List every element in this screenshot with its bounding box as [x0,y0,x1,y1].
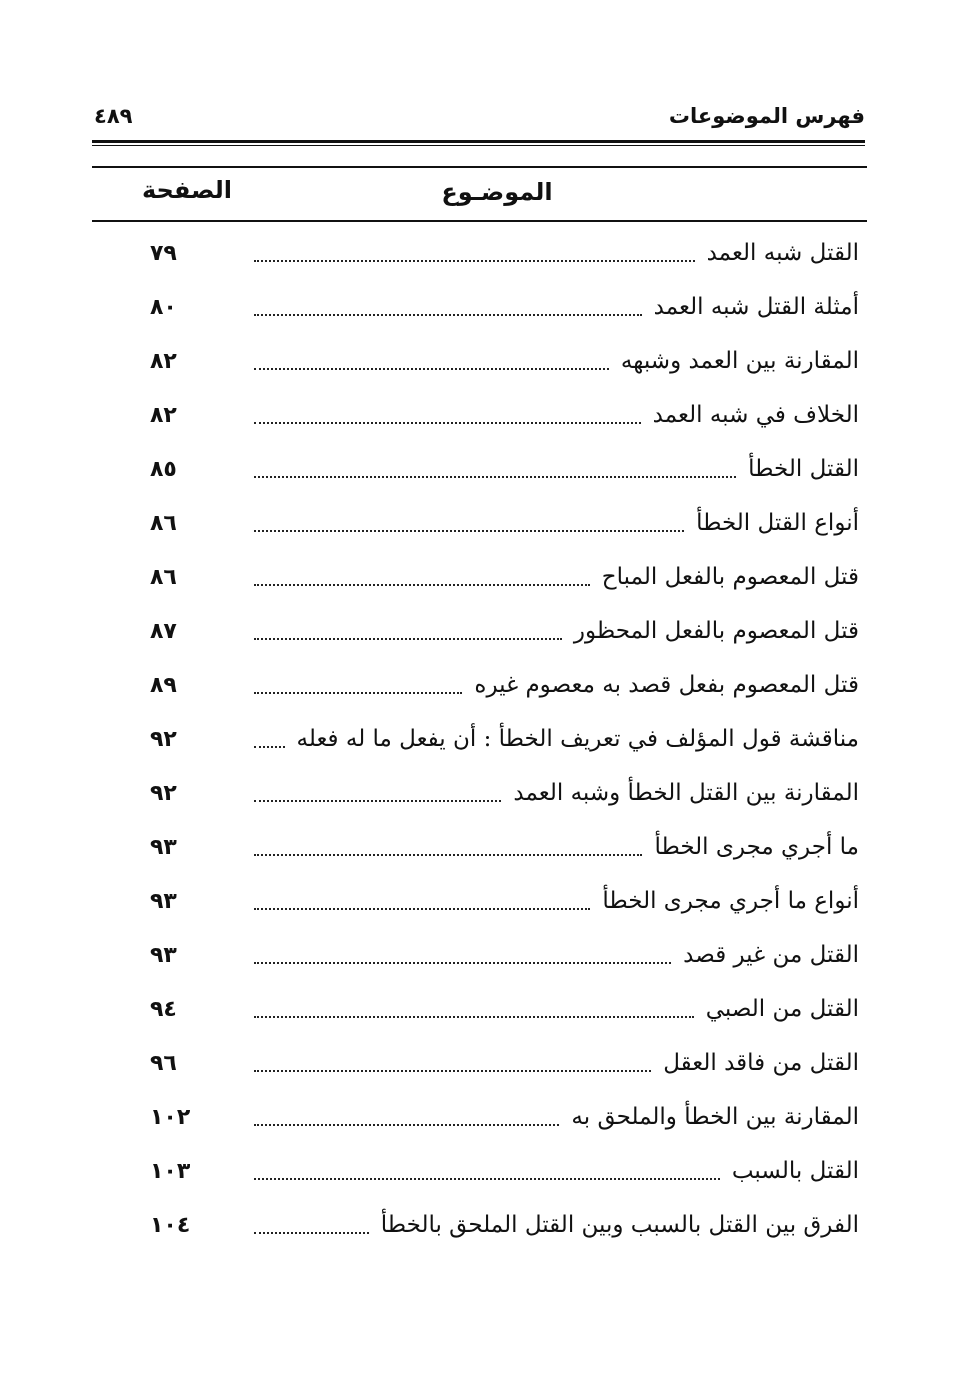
toc-entry-page: ٨٢ [150,348,177,374]
dot-leader [254,1124,559,1126]
dot-leader [254,692,462,694]
dot-leader [254,530,684,532]
toc-entry [150,442,859,496]
header-rule-thin [92,145,865,146]
column-headers [92,172,867,218]
running-header [92,100,865,136]
toc-entry-title: قتل المعصوم بالفعل المحظور [573,618,859,644]
toc-entry-title: القتل من غير قصد [683,942,859,968]
dot-leader [254,638,562,640]
running-title: فهرس الموضوعات [668,104,865,128]
column-header-topic: الموضـوع [441,178,553,206]
toc-entry-title: ما أجري مجرى الخطأ [654,834,859,860]
toc-entry-title: أنواع القتل الخطأ [696,510,859,536]
toc-entry [150,766,859,820]
toc-entry [150,820,859,874]
toc-entry [150,1090,859,1144]
toc-entry-title: القتل من الصبي [705,996,859,1022]
toc-entry-page: ٨٦ [150,564,177,590]
toc-entry [150,712,859,766]
toc-entry [150,604,859,658]
toc-entry [150,928,859,982]
header-rule-thick [92,140,865,143]
dot-leader [254,422,641,424]
toc-entry-title: القتل الخطأ [748,456,859,482]
toc-entry-page: ٩٢ [150,726,177,752]
page-number: ٤٨٩ [94,104,133,128]
toc-entry-page: ٩٢ [150,780,177,806]
dot-leader [254,746,285,748]
toc-list [150,226,859,1252]
dot-leader [254,260,695,262]
toc-entry-page: ٨٢ [150,402,177,428]
toc-entry-page: ١٠٢ [150,1104,191,1130]
toc-entry-title: القتل من فاقد العقل [663,1050,859,1076]
toc-entry-title: المقارنة بين القتل الخطأ وشبه العمد [513,780,859,806]
toc-entry-page: ٨٧ [150,618,177,644]
toc-entry-page: ٨٥ [150,456,177,482]
toc-entry-title: القتل بالسبب [731,1158,859,1184]
dot-leader [254,908,590,910]
toc-entry-title: أمثلة القتل شبه العمد [653,294,859,320]
toc-entry [150,1144,859,1198]
toc-entry-page: ١٠٤ [150,1212,191,1238]
dot-leader [254,800,501,802]
toc-entry-title: المقارنة بين الخطأ والملحق به [571,1104,859,1130]
toc-entry-page: ١٠٣ [150,1158,191,1184]
toc-entry [150,496,859,550]
toc-entry [150,874,859,928]
dot-leader [254,1016,694,1018]
toc-entry-page: ٩٣ [150,834,177,860]
toc-entry-page: ٩٦ [150,1050,177,1076]
toc-entry-page: ٩٣ [150,942,177,968]
toc-entry [150,1036,859,1090]
toc-entry-page: ٩٤ [150,996,177,1022]
dot-leader [254,314,642,316]
column-header-top-rule [92,166,867,168]
column-header-bottom-rule [92,220,867,222]
toc-entry-page: ٩٣ [150,888,177,914]
toc-entry-title: قتل المعصوم بفعل قصد به معصوم غيره [474,672,859,698]
toc-entry-title: القتل شبه العمد [706,240,859,266]
toc-entry [150,658,859,712]
toc-entry-page: ٨٦ [150,510,177,536]
toc-entry-page: ٨٠ [150,294,177,320]
toc-entry-title: الفرق بين القتل بالسبب وبين القتل الملحق بالخطأ [380,1212,859,1238]
dot-leader [254,1070,651,1072]
toc-entry [150,280,859,334]
dot-leader [254,1178,720,1180]
dot-leader [254,962,671,964]
column-header-page: الصفحة [142,176,233,204]
dot-leader [254,1232,369,1234]
toc-entry [150,982,859,1036]
toc-entry [150,334,859,388]
dot-leader [254,476,736,478]
toc-entry-title: الخلاف في شبه العمد [652,402,859,428]
dot-leader [254,368,609,370]
dot-leader [254,584,590,586]
toc-entry-page: ٨٩ [150,672,177,698]
toc-entry [150,1198,859,1252]
dot-leader [254,854,642,856]
toc-entry [150,388,859,442]
toc-entry-title: قتل المعصوم بالفعل المباح [601,564,859,590]
toc-entry-title: المقارنة بين العمد وشبهه [620,348,859,374]
toc-entry-title: أنواع ما أجري مجرى الخطأ [602,888,859,914]
toc-entry-title: مناقشة قول المؤلف في تعريف الخطأ : أن يفعل ما له فعله [296,726,859,752]
toc-entry [150,550,859,604]
toc-entry-page: ٧٩ [150,240,177,266]
toc-entry [150,226,859,280]
